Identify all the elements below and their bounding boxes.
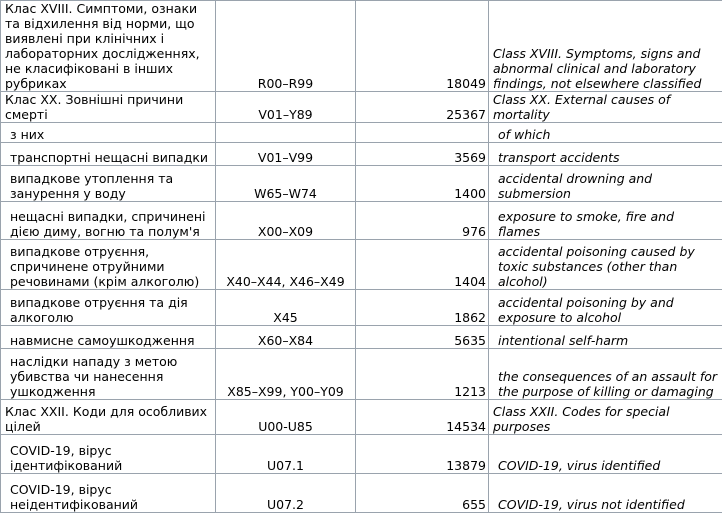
row-label-ua: Клас XXII. Коди для особливих цілей <box>1 400 216 435</box>
row-label-ua: Клас XX. Зовнішні причини смерті <box>1 92 216 123</box>
row-code: X45 <box>216 290 356 326</box>
row-value: 1862 <box>356 290 489 326</box>
table-row <box>1 400 722 435</box>
row-label-ua: випадкове отруєння, спричинене отруйними речовинами (крім алкоголю) <box>1 240 216 290</box>
table-row <box>1 435 722 474</box>
row-code: V01–Y89 <box>216 92 356 123</box>
table-row <box>1 1 722 92</box>
table-row <box>1 240 722 290</box>
row-value: 14534 <box>356 400 489 435</box>
row-value: 1213 <box>356 349 489 400</box>
table-row <box>1 92 722 123</box>
row-value: 1400 <box>356 166 489 202</box>
table-row <box>1 166 722 202</box>
row-label-en: accidental drowning and submersion <box>489 166 722 202</box>
row-code <box>216 123 356 143</box>
row-code: W65–W74 <box>216 166 356 202</box>
row-label-ua: випадкове отруєння та дія алкоголю <box>1 290 216 326</box>
table-row <box>1 202 722 240</box>
row-code: V01–V99 <box>216 143 356 166</box>
row-label-ua: транспортні нещасні випадки <box>1 143 216 166</box>
row-label-ua: навмисне самоушкодження <box>1 326 216 349</box>
row-label-ua: Клас XVIII. Симптоми, ознаки та відхилення від норми, що виявлені при клінічних і лабораторних дослідженнях, не класифіковані в інших рубриках <box>1 1 216 92</box>
row-label-en: intentional self-harm <box>489 326 722 349</box>
row-value: 5635 <box>356 326 489 349</box>
table-row <box>1 290 722 326</box>
row-code: U00-U85 <box>216 400 356 435</box>
row-label-en: Class XX. External causes of mortality <box>489 92 722 123</box>
row-code: X85–X99, Y00–Y09 <box>216 349 356 400</box>
row-label-ua: з них <box>1 123 216 143</box>
table-row <box>1 123 722 143</box>
table-row <box>1 143 722 166</box>
table-row <box>1 349 722 400</box>
row-value <box>356 123 489 143</box>
row-label-en: COVID-19, virus not identified <box>489 474 722 513</box>
row-value: 18049 <box>356 1 489 92</box>
row-label-en: of which <box>489 123 722 143</box>
row-label-ua: COVID-19, вірус ідентифікований <box>1 435 216 474</box>
table-row <box>1 474 722 513</box>
row-value: 976 <box>356 202 489 240</box>
row-value: 25367 <box>356 92 489 123</box>
row-code: R00–R99 <box>216 1 356 92</box>
row-code: X00–X09 <box>216 202 356 240</box>
row-code: U07.1 <box>216 435 356 474</box>
row-label-en: accidental poisoning by and exposure to alcohol <box>489 290 722 326</box>
row-label-en: the consequences of an assault for the purpose of killing or damaging <box>489 349 722 400</box>
row-value: 655 <box>356 474 489 513</box>
row-label-en: transport accidents <box>489 143 722 166</box>
row-label-ua: COVID-19, вірус неідентифікований <box>1 474 216 513</box>
row-value: 3569 <box>356 143 489 166</box>
table-row <box>1 326 722 349</box>
row-label-en: Class XXII. Codes for special purposes <box>489 400 722 435</box>
row-code: X40–X44, X46–X49 <box>216 240 356 290</box>
row-label-ua: наслідки нападу з метою убивства чи нанесення ушкодження <box>1 349 216 400</box>
row-label-en: accidental poisoning caused by toxic substances (other than alcohol) <box>489 240 722 290</box>
row-label-ua: випадкове утоплення та занурення у воду <box>1 166 216 202</box>
row-value: 1404 <box>356 240 489 290</box>
row-label-en: COVID-19, virus identified <box>489 435 722 474</box>
row-label-en: exposure to smoke, fire and flames <box>489 202 722 240</box>
row-code: X60–X84 <box>216 326 356 349</box>
row-label-ua: нещасні випадки, спричинені дією диму, вогню та полум'я <box>1 202 216 240</box>
row-value: 13879 <box>356 435 489 474</box>
row-code: U07.2 <box>216 474 356 513</box>
row-label-en: Class XVIII. Symptoms, signs and abnormal clinical and laboratory findings, not elsewhere classified <box>489 1 722 92</box>
